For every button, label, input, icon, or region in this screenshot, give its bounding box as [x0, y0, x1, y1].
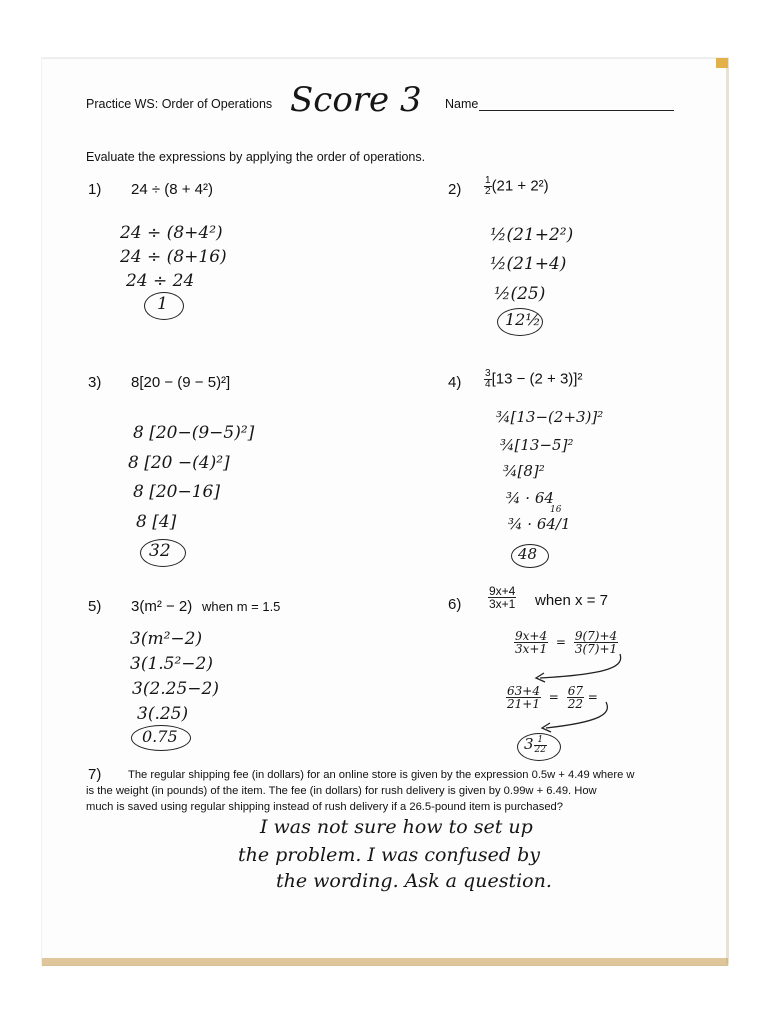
- problem-1-number: 1): [88, 181, 102, 198]
- problem-6-work-2: $\frac{63+4}{21+1}$ = $\frac{67}{22}$ =: [507, 684, 598, 711]
- work-frac-den: 3(7)+1: [574, 642, 618, 656]
- problem-3-work-2: 8 [20 −(4)²]: [128, 453, 230, 473]
- problem-5-expression: 3(m² − 2): [131, 598, 193, 615]
- work-frac-num: 9x+4: [515, 629, 548, 643]
- problem-2-work-1: ½(21+2²): [490, 225, 574, 245]
- problem-5-number: 5): [88, 598, 102, 615]
- problem-6-work-1: $\frac{9x+4}{3x+1}$ = $\frac{9(7)+4}{3(7)+1}$: [515, 629, 618, 656]
- score-handwritten: Score 3: [290, 80, 422, 120]
- problem-7-line-2: is the weight (in pounds) of the item. The fee (in dollars) for rush delivery is given by 0.99w + 6.49. How: [86, 785, 597, 797]
- problem-7-line-1: The regular shipping fee (in dollars) for an online store is given by the expression 0.5w + 4.49 where w: [128, 769, 635, 781]
- problem-6-arrows: [500, 640, 630, 750]
- problem-5-condition: when m = 1.5: [202, 599, 281, 614]
- problem-4-work-4: ¾ · 64: [506, 489, 554, 507]
- problem-1-answer: 1: [157, 294, 168, 314]
- problem-4-work-5: ¾ · 64/1: [508, 515, 571, 533]
- name-field-line: [479, 110, 674, 111]
- problem-5-answer: 0.75: [142, 727, 178, 746]
- problem-3-work-1: 8 [20−(9−5)²]: [133, 423, 255, 443]
- problem-4-expression-text: [13 − (2 + 3)]²: [491, 370, 583, 388]
- problem-3-number: 3): [88, 374, 102, 391]
- name-label: Name: [445, 97, 479, 111]
- instructions: Evaluate the expressions by applying the order of operations.: [86, 150, 426, 164]
- problem-6-answer: [524, 735, 547, 755]
- work-frac-num: 9(7)+4: [574, 629, 618, 643]
- problem-1-work-3: 24 ÷ 24: [126, 271, 195, 291]
- problem-3-work-4: 8 [4]: [136, 512, 177, 532]
- work-frac-den: 21+1: [507, 697, 540, 711]
- problem-5-work-2: 3(1.5²−2): [130, 654, 213, 674]
- problem-2-expression: [484, 176, 549, 197]
- problem-2-work-2: ½(21+4): [490, 254, 567, 274]
- problem-3-answer: 32: [149, 541, 171, 561]
- worksheet-title: Practice WS: Order of Operations: [86, 97, 273, 111]
- problem-4-work-1: ¾[13−(2+3)]²: [496, 408, 604, 426]
- problem-1-work-2: 24 ÷ (8+16): [120, 247, 227, 267]
- problem-6-frac-den: 3x+1: [489, 597, 516, 611]
- work-frac-den: 3x+1: [515, 642, 548, 656]
- problem-2-work-3: ½(25): [494, 284, 546, 304]
- answer-frac-den: 22: [534, 744, 546, 755]
- problem-4-expression: [484, 369, 582, 390]
- problem-4-cancel-note: 16: [550, 505, 562, 515]
- problem-1-work-1: 24 ÷ (8+4²): [120, 223, 223, 243]
- problem-6-condition: when x = 7: [535, 592, 608, 609]
- problem-1-expression: 24 ÷ (8 + 4²): [131, 181, 214, 198]
- work-frac-num: 63+4: [507, 684, 540, 698]
- problem-4-frac-num: 3: [485, 368, 491, 379]
- problem-7-line-3: much is saved using regular shipping instead of rush delivery if a 26.5-pound item is purchased?: [86, 801, 563, 813]
- problem-6-frac-num: 9x+4: [489, 584, 516, 598]
- problem-4-work-2: ¾[13−5]²: [500, 436, 574, 454]
- problem-5-work-1: 3(m²−2): [130, 629, 203, 649]
- problem-5-work-4: 3(.25): [137, 704, 189, 724]
- page-edge-bottom: [42, 958, 728, 966]
- problem-6-expression: [488, 585, 516, 610]
- problem-7-response-2: the problem. I was confused by: [238, 844, 541, 866]
- problem-7-response-1: I was not sure how to set up: [260, 816, 533, 838]
- problem-2-expression-text: (21 + 2²): [491, 177, 549, 195]
- answer-whole: 3: [524, 735, 534, 753]
- problem-2-frac-num: 1: [485, 175, 491, 186]
- problem-7-number: 7): [88, 766, 102, 783]
- work-frac-num: 67: [567, 684, 583, 698]
- problem-3-work-3: 8 [20−16]: [133, 482, 220, 502]
- problem-5-work-3: 3(2.25−2): [132, 679, 219, 699]
- problem-4-answer: 48: [518, 545, 538, 563]
- page-edge: [726, 58, 729, 964]
- tape-corner: [716, 58, 728, 68]
- problem-2-answer: 12½: [505, 310, 541, 329]
- problem-4-work-3: ¾[8]²: [503, 462, 545, 480]
- work-frac-den: 22: [567, 697, 583, 711]
- problem-6-number: 6): [448, 596, 462, 613]
- problem-7-response-3: the wording. Ask a question.: [276, 870, 552, 892]
- answer-frac-num: 1: [537, 734, 544, 745]
- problem-4-frac-den: 4: [485, 379, 491, 390]
- problem-4-number: 4): [448, 374, 462, 391]
- problem-2-frac-den: 2: [485, 186, 491, 197]
- problem-2-number: 2): [448, 181, 462, 198]
- problem-3-expression: 8[20 − (9 − 5)²]: [131, 374, 231, 391]
